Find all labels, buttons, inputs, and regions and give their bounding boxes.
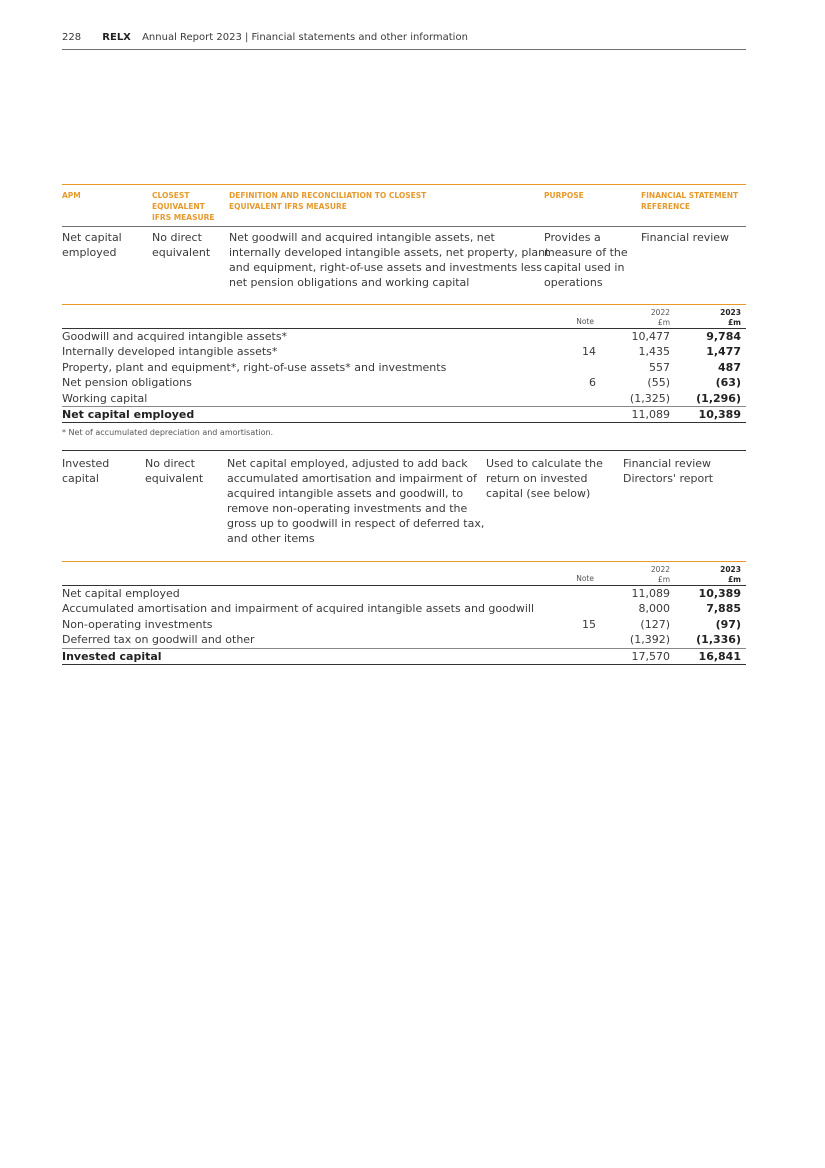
apm-line: Invested [62,457,110,470]
table-row [62,375,746,390]
row-label: Property, plant and equipment*, right-of-use assets* and investments [62,360,447,374]
apm-table-header [62,184,746,227]
row-label: Net capital employed [62,587,180,600]
closest-line: No direct [145,457,195,470]
reference-cell [623,456,713,486]
year-2022-header [622,308,670,328]
value-2023: (97) [715,617,741,631]
value-2023: 10,389 [698,587,741,600]
table-row [62,329,746,344]
definition-line: and other items [227,532,315,545]
purpose-line: return on invested [486,472,588,485]
apm-line: employed [62,246,117,259]
row-note: 6 [589,376,596,390]
unit-label: £m [657,318,670,327]
value-2022: (1,325) [629,391,670,405]
apm-line: Net capital [62,231,122,244]
col-header-reference [641,190,738,212]
row-label: Net pension obligations [62,376,192,390]
definition-line: remove non-operating investments and the [227,502,468,515]
value-2022: (1,392) [629,633,670,647]
value-2022: 10,477 [631,330,670,343]
definition-line: and equipment, right-of-use assets and investments less [229,261,543,274]
apm-line: capital [62,472,99,485]
value-2022: 11,089 [631,587,670,600]
value-2022: 557 [649,360,670,374]
row-note: 15 [582,617,596,631]
brand-name: RELX [102,32,131,43]
total-label: Net capital employed [62,407,195,421]
section-divider [62,450,746,451]
value-2023: (1,336) [696,633,741,647]
value-2022: 8,000 [638,602,670,616]
table-total-row [62,407,746,423]
year-2022-header [622,565,670,585]
total-2022: 11,089 [631,407,670,421]
purpose-cell [486,456,603,501]
year-label: 2023 [720,565,741,574]
document-title: Annual Report 2023 | Financial statements and other information [142,32,468,43]
purpose-line: operations [544,276,603,289]
table-row [62,601,746,616]
value-2023: (1,296) [696,391,741,405]
closest-cell [152,230,210,260]
net-capital-employed-table [62,304,746,423]
page-number: 228 [62,32,82,43]
note-col-header: Note [576,574,594,583]
value-2022: (55) [647,376,670,390]
value-2023: 9,784 [706,330,741,343]
reference-cell [641,230,729,245]
unit-label: £m [657,575,670,584]
page-header [62,31,746,50]
total-2022: 17,570 [631,649,670,663]
col-header-closest-line: EQUIVALENT [152,202,205,211]
closest-line: equivalent [152,246,211,259]
year-label: 2022 [650,565,670,574]
definition-line: Net goodwill and acquired intangible assets, net [229,231,495,244]
table-header [62,561,746,586]
unit-label: £m [727,575,741,584]
value-2023: 487 [718,360,741,374]
reference-line: Directors' report [623,472,714,485]
col-header-purpose: PURPOSE [544,191,584,200]
table-row [62,586,746,601]
table-row [62,632,746,648]
year-label: 2023 [720,308,741,317]
purpose-line: Used to calculate the [486,457,603,470]
col-header-definition-line: DEFINITION AND RECONCILIATION TO CLOSEST [229,191,427,200]
definition-cell [229,230,549,290]
value-2023: (63) [715,376,741,390]
table-header [62,304,746,329]
note-col-header: Note [576,317,594,326]
apm-cell [62,456,109,486]
col-header-closest-line: IFRS MEASURE [152,213,215,222]
year-2023-header [692,565,741,585]
purpose-line: capital used in [544,261,625,274]
definition-cell [227,456,484,546]
definition-line: Net capital employed, adjusted to add back [227,457,468,470]
col-header-apm: APM [62,191,81,200]
table-row [62,391,746,407]
col-header-definition [229,190,426,212]
reference-line: Financial review [623,457,712,470]
definition-line: acquired intangible assets and goodwill, to [227,487,464,500]
apm-cell [62,230,122,260]
value-2023: 7,885 [706,602,741,616]
col-header-closest [152,190,214,223]
row-label: Non-operating investments [62,617,213,631]
row-label: Goodwill and acquired intangible assets* [62,330,288,343]
year-2023-header [692,308,741,328]
purpose-cell [544,230,628,290]
closest-line: No direct [152,231,202,244]
closest-line: equivalent [145,472,204,485]
footnote: * Net of accumulated depreciation and amortisation. [62,428,274,437]
definition-line: gross up to goodwill in respect of deferred tax, [227,517,485,530]
total-2023: 10,389 [698,407,741,421]
purpose-line: capital (see below) [486,487,591,500]
row-label: Internally developed intangible assets* [62,345,278,359]
value-2023: 1,477 [706,345,741,359]
purpose-line: measure of the [544,246,628,259]
row-label: Accumulated amortisation and impairment of acquired intangible assets and goodwill [62,602,535,616]
total-2023: 16,841 [698,649,741,663]
value-2022: 1,435 [638,345,670,359]
closest-cell [145,456,203,486]
table-row [62,617,746,632]
unit-label: £m [727,318,741,327]
purpose-line: Provides a [544,231,601,244]
row-label: Deferred tax on goodwill and other [62,633,255,647]
col-header-closest-line: CLOSEST [152,191,190,200]
definition-line: internally developed intangible assets, net property, plant [229,246,550,259]
table-row [62,360,746,375]
row-note: 14 [582,345,596,359]
definition-line: net pension obligations and working capital [229,276,470,289]
invested-capital-table [62,561,746,665]
table-row [62,344,746,359]
year-label: 2022 [650,308,670,317]
row-label: Working capital [62,391,148,405]
total-label: Invested capital [62,649,162,663]
col-header-reference-line: FINANCIAL STATEMENT [641,191,739,200]
col-header-definition-line: EQUIVALENT IFRS MEASURE [229,202,347,211]
value-2022: (127) [640,617,670,631]
definition-line: accumulated amortisation and impairment of [227,472,477,485]
reference-line: Financial review [641,231,730,244]
col-header-reference-line: REFERENCE [641,202,690,211]
table-total-row [62,649,746,665]
